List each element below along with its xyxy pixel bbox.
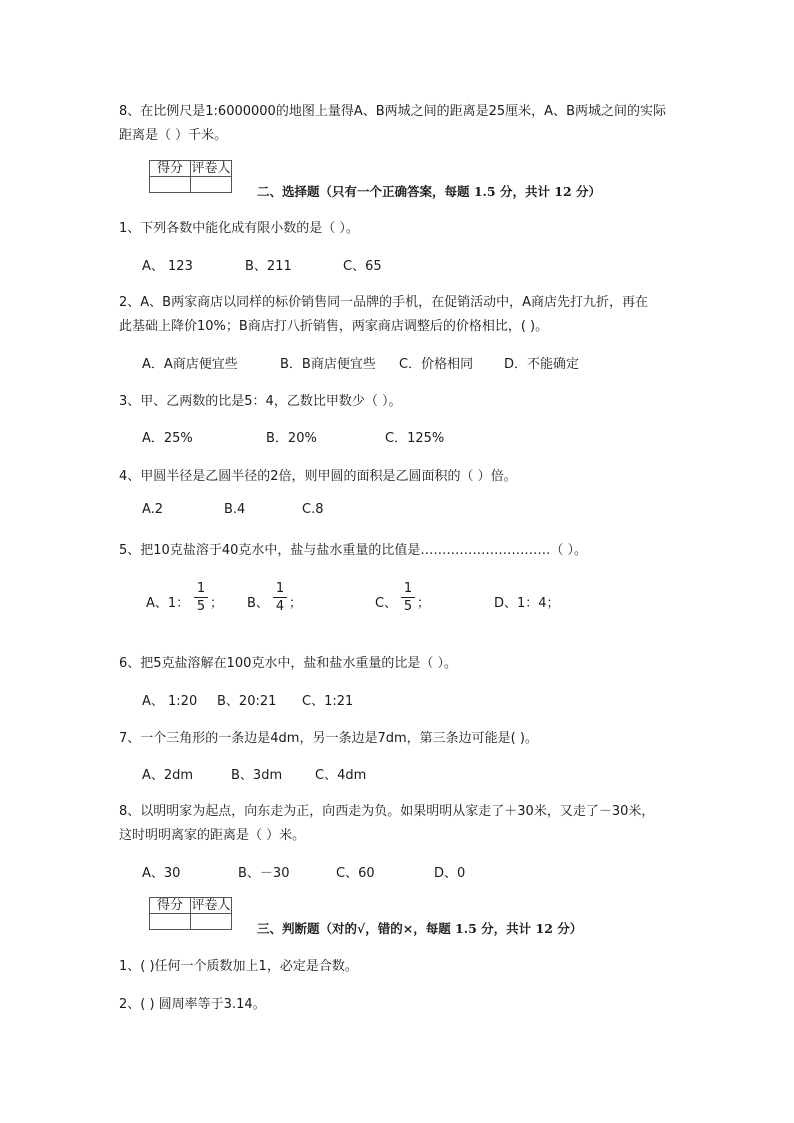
- tf-question-1: 1、( )任何一个质数加上1，必定是合数。: [119, 959, 358, 974]
- mc-q5-option-a-fraction: [194, 581, 208, 614]
- mc-q5-option-a-prefix: A、1：: [146, 596, 190, 611]
- grader-cell-label: 评卷人: [191, 161, 231, 176]
- question-8-line2: 距离是（ ）千米。: [119, 128, 228, 143]
- mc-q2-option-c: C．价格相同: [399, 357, 474, 372]
- fraction-numerator: 1: [403, 581, 413, 596]
- grader-cell: [191, 914, 232, 930]
- mc-q5-option-b-fraction: [273, 581, 287, 614]
- mc-q6-option-b: B、20:21: [217, 694, 277, 709]
- mc-q5-option-c-prefix: C、: [375, 596, 398, 611]
- grader-cell: [191, 177, 232, 193]
- mc-q7-option-c: C、4dm: [315, 768, 367, 783]
- mc-q6-option-c: C、1:21: [302, 694, 354, 709]
- mc-q7-option-b: B、3dm: [231, 768, 283, 783]
- mc-q3-option-b: B．20%: [266, 431, 317, 446]
- mc-question-7: 7、一个三角形的一条边是4dm，另一条边是7dm，第三条边可能是( )。: [119, 731, 538, 746]
- fraction-denominator: 5: [403, 599, 413, 614]
- mc-q2-option-b: B．B商店便宜些: [280, 357, 376, 372]
- question-8-line1: 8、在比例尺是1:6000000的地图上量得A、B两城之间的距离是25厘米，A、B两城之间的实际: [119, 104, 666, 119]
- section-3-title: 三、判断题（对的√，错的×，每题 1.5 分，共计 12 分）: [257, 921, 583, 936]
- tf-question-2: 2、( ) 圆周率等于3.14。: [119, 997, 266, 1012]
- mc-question-2-line2: 此基础上降价10%；B商店打八折销售，两家商店调整后的价格相比，( )。: [119, 319, 549, 334]
- score-cell: [150, 914, 191, 930]
- fraction-bar: [194, 597, 208, 598]
- grader-cell-label: 评卷人: [191, 898, 231, 913]
- mc-question-2-line1: 2、A、B两家商店以同样的标价销售同一品牌的手机，在促销活动中，A商店先打九折，再在: [119, 295, 648, 310]
- mc-question-8-line2: 这时明明离家的距离是（ ）米。: [119, 828, 306, 843]
- score-cell: [150, 177, 191, 193]
- score-table: [149, 897, 232, 930]
- mc-q1-option-c: C、65: [343, 259, 382, 274]
- mc-q4-option-b: B.4: [224, 502, 246, 517]
- section-2-title: 二、选择题（只有一个正确答案，每题 1.5 分，共计 12 分）: [257, 184, 602, 199]
- mc-q5-option-b-prefix: B、: [247, 596, 269, 611]
- score-cell-label: 得分: [150, 161, 191, 177]
- mc-question-1: 1、下列各数中能化成有限小数的是（ ）。: [119, 221, 359, 236]
- fraction-bar: [273, 597, 287, 598]
- mc-question-3: 3、甲、乙两数的比是5：4，乙数比甲数少（ ）。: [119, 394, 402, 409]
- fraction-numerator: 1: [275, 581, 285, 596]
- fraction-numerator: 1: [196, 581, 206, 596]
- mc-q8-option-d: D、0: [434, 866, 466, 881]
- mc-q4-option-a: A.2: [142, 502, 164, 517]
- fraction-bar: [401, 597, 415, 598]
- mc-question-4: 4、甲圆半径是乙圆半径的2倍，则甲圆的面积是乙圆面积的（ ）倍。: [119, 469, 517, 484]
- mc-q2-option-d: D．不能确定: [504, 357, 580, 372]
- mc-q5-option-c-fraction: [401, 581, 415, 614]
- mc-q1-option-b: B、211: [245, 259, 292, 274]
- mc-q4-option-c: C.8: [302, 502, 324, 517]
- mc-q8-option-a: A、30: [142, 866, 181, 881]
- mc-q7-option-a: A、2dm: [142, 768, 194, 783]
- mc-question-5: 5、把10克盐溶于40克水中，盐与盐水重量的比值是…………………………（ ）。: [119, 543, 587, 558]
- mc-q3-option-c: C．125%: [385, 431, 445, 446]
- mc-q5-option-d: D、1：4；: [494, 596, 560, 611]
- score-cell-label: 得分: [150, 898, 191, 914]
- mc-q8-option-c: C、60: [336, 866, 375, 881]
- score-table: [149, 160, 232, 193]
- fraction-denominator: 5: [196, 599, 206, 614]
- fraction-denominator: 4: [275, 599, 285, 614]
- mc-q8-option-b: B、－30: [238, 866, 290, 881]
- mc-q5-option-c-suffix: ；: [417, 596, 431, 611]
- mc-q6-option-a: A、 1:20: [142, 694, 198, 709]
- mc-q2-option-a: A．A商店便宜些: [142, 357, 238, 372]
- mc-q5-option-b-suffix: ；: [289, 596, 303, 611]
- mc-question-6: 6、把5克盐溶解在100克水中，盐和盐水重量的比是（ ）。: [119, 656, 457, 671]
- mc-q1-option-a: A、 123: [142, 259, 193, 274]
- mc-q5-option-a-suffix: ；: [210, 596, 224, 611]
- mc-q3-option-a: A．25%: [142, 431, 193, 446]
- mc-question-8-line1: 8、以明明家为起点，向东走为正，向西走为负。如果明明从家走了＋30米，又走了－30米，: [119, 804, 655, 819]
